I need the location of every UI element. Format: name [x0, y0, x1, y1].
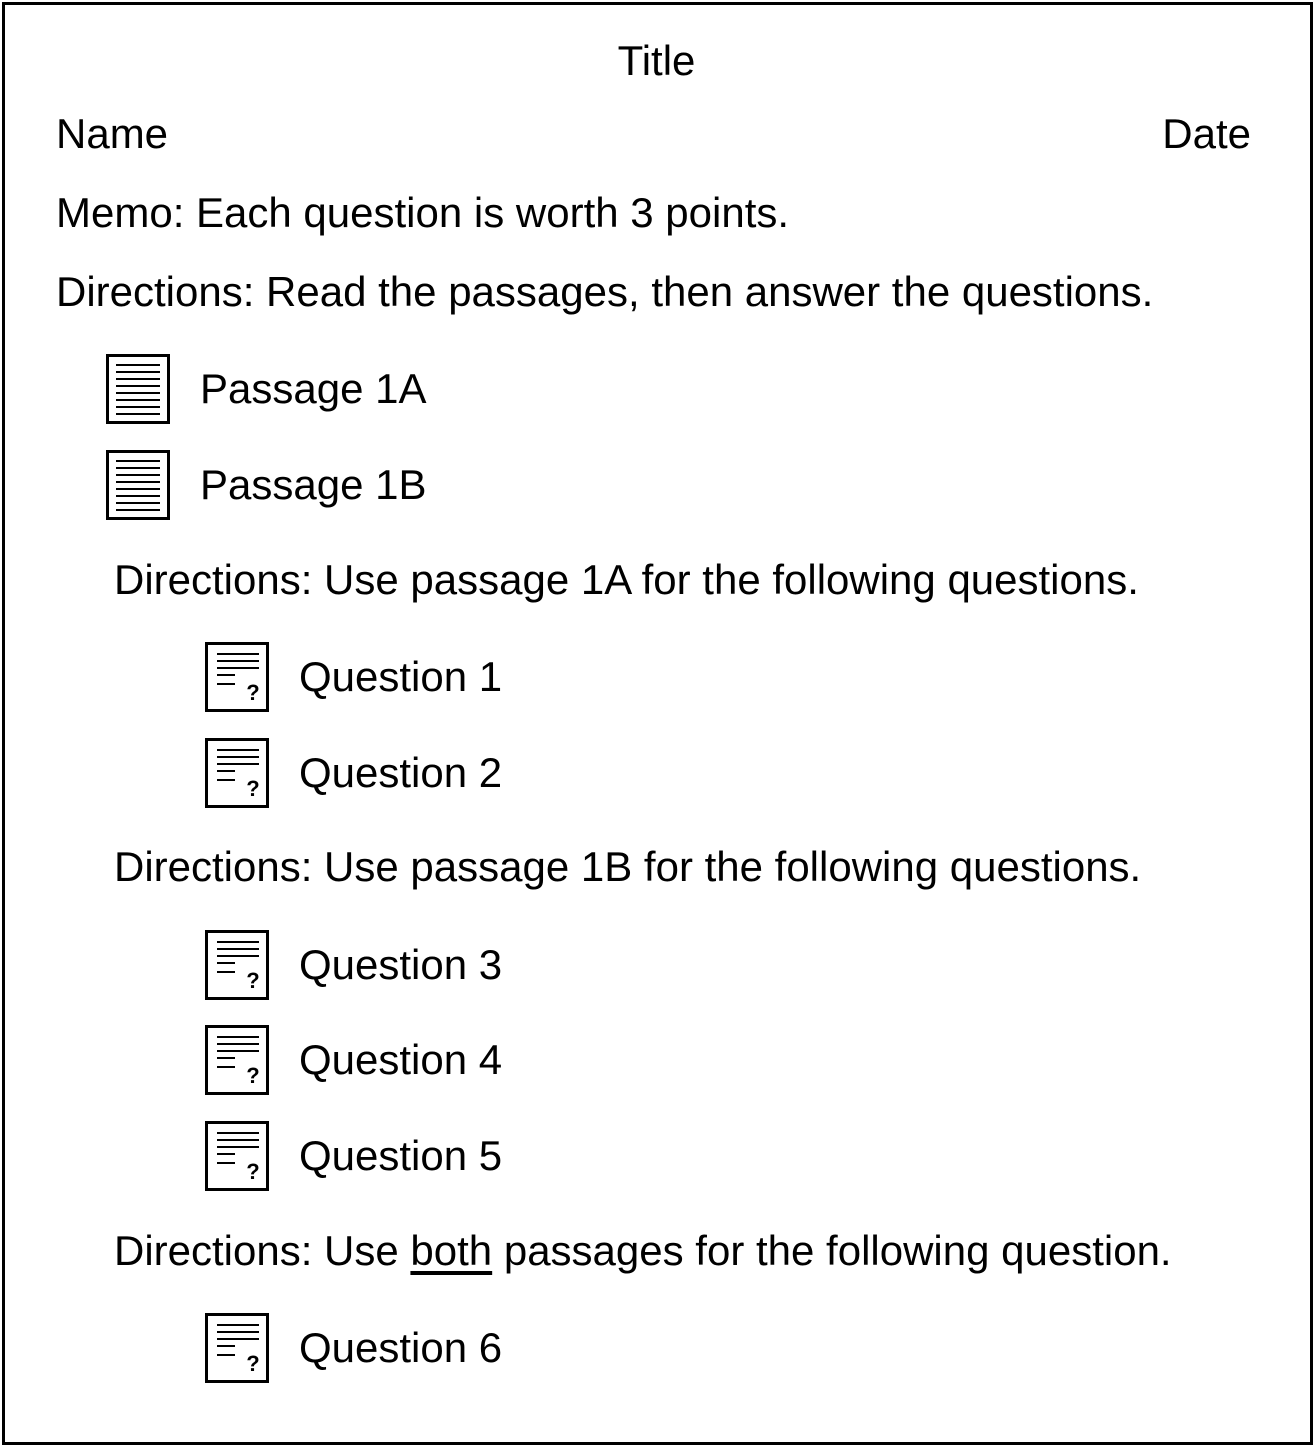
question-document-icon [205, 738, 269, 808]
question-label: Question 4 [299, 1036, 503, 1083]
question-document-icon [205, 642, 269, 712]
section-directions: Directions: Use passage 1B for the following questions. [114, 843, 1142, 890]
question-item[interactable] [205, 1121, 502, 1191]
question-document-icon [205, 1313, 269, 1383]
question-item[interactable] [205, 1025, 502, 1095]
document-icon [106, 450, 170, 520]
question-item[interactable] [205, 930, 502, 1000]
memo-text: Memo: Each question is worth 3 points. [56, 189, 790, 236]
question-label: Question 5 [299, 1132, 503, 1179]
page-title: Title [617, 37, 696, 84]
document-icon [106, 354, 170, 424]
section-directions: Directions: Use passage 1A for the following questions. [114, 556, 1139, 603]
directions-prefix: Directions: Use [114, 1227, 411, 1274]
question-document-icon [205, 1121, 269, 1191]
svg-text:?: ? [246, 968, 260, 993]
question-document-icon [205, 1025, 269, 1095]
passage-label: Passage 1A [200, 365, 427, 412]
passage-item[interactable] [106, 354, 427, 424]
passage-label: Passage 1B [200, 461, 427, 508]
question-label: Question 3 [299, 941, 503, 988]
svg-text:?: ? [246, 1351, 260, 1376]
passage-item[interactable] [106, 450, 427, 520]
question-label: Question 2 [299, 749, 503, 796]
question-item[interactable] [205, 738, 502, 808]
date-label: Date [1162, 110, 1251, 157]
question-label: Question 1 [299, 653, 503, 700]
name-label: Name [56, 110, 169, 157]
question-label: Question 6 [299, 1324, 503, 1371]
question-item[interactable] [205, 642, 502, 712]
directions-suffix: passages for the following question. [492, 1227, 1172, 1274]
directions-emphasis: both [410, 1227, 493, 1274]
question-document-icon [205, 930, 269, 1000]
svg-text:?: ? [246, 1063, 260, 1088]
main-directions: Directions: Read the passages, then answer the questions. [56, 268, 1154, 315]
question-item[interactable] [205, 1313, 502, 1383]
svg-text:?: ? [246, 1159, 260, 1184]
svg-text:?: ? [246, 680, 260, 705]
section-directions [114, 1227, 1172, 1274]
svg-text:?: ? [246, 776, 260, 801]
